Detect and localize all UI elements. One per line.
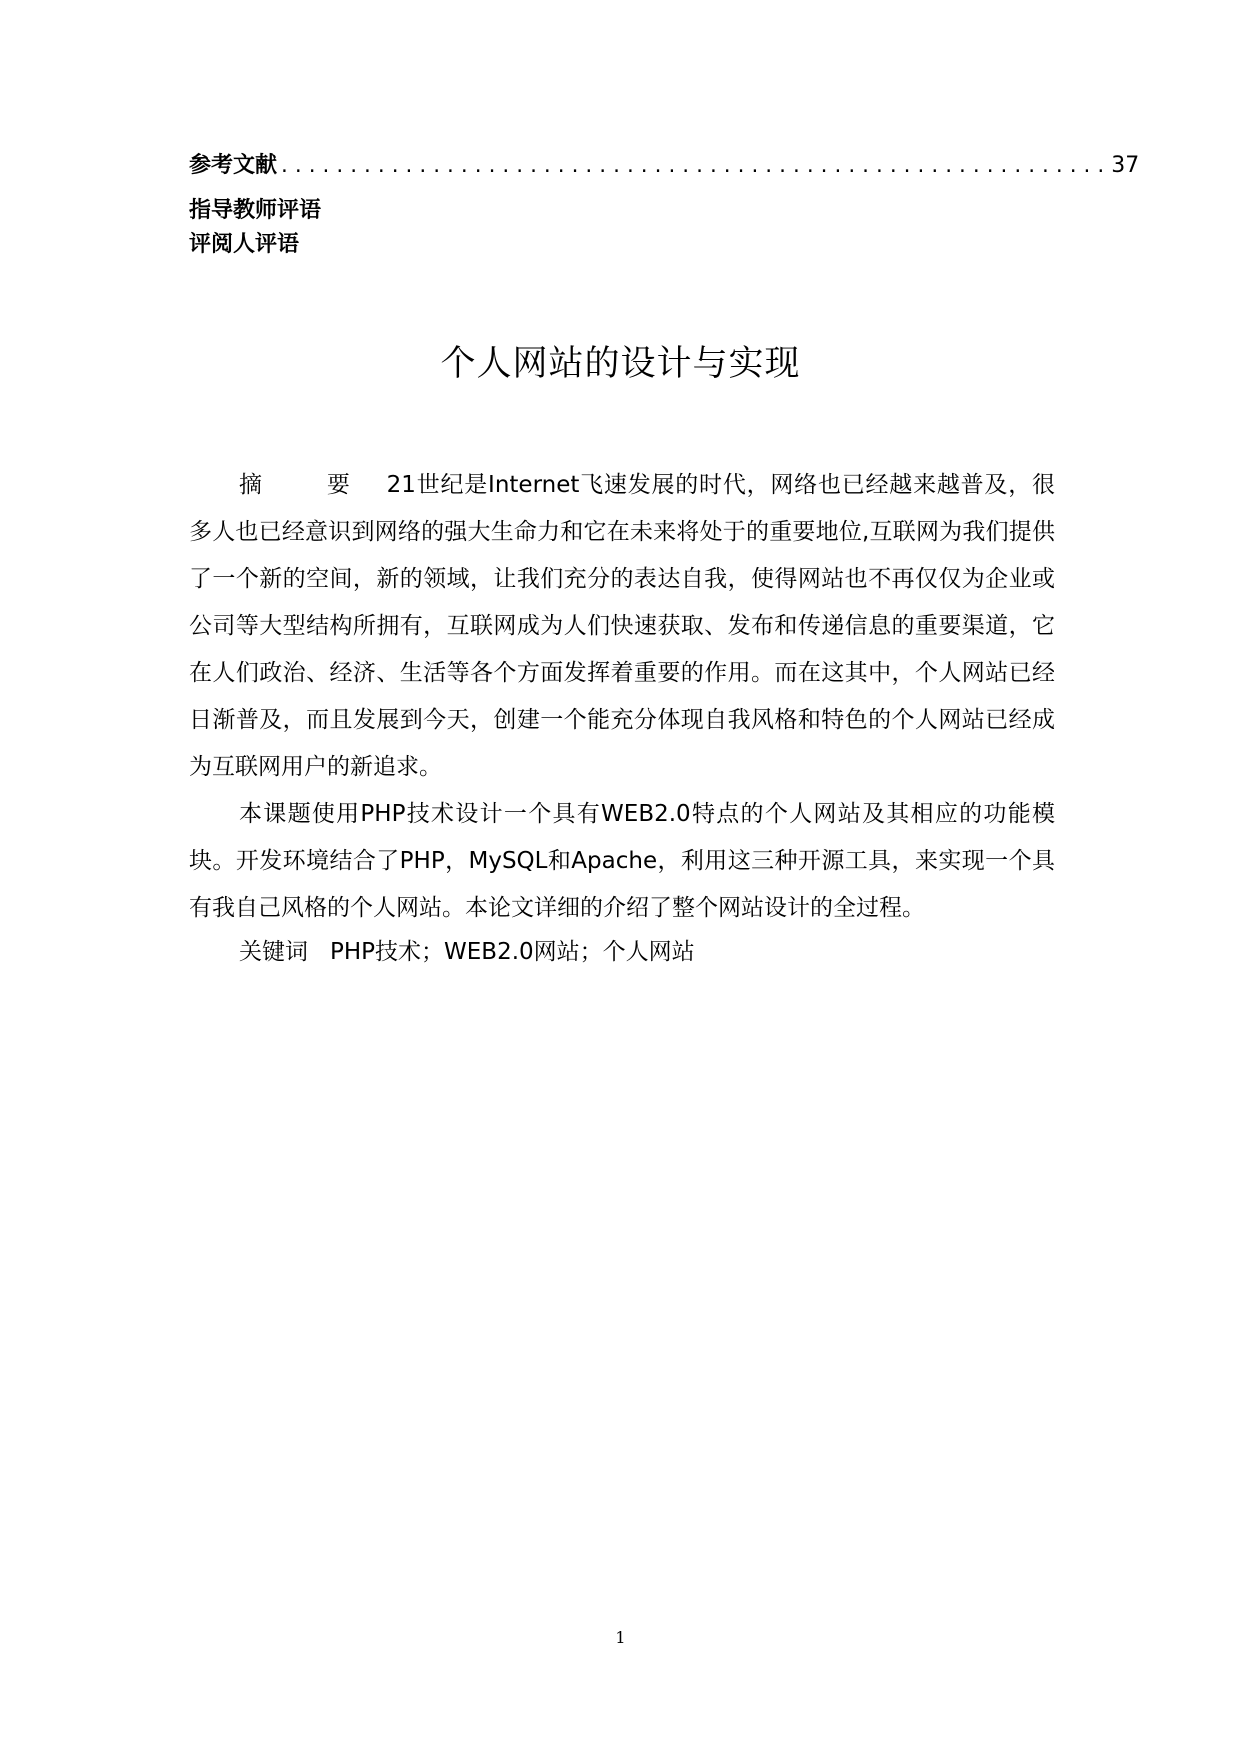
toc-entry-advisor-comments: 指导教师评语 <box>189 198 322 223</box>
abstract-paragraph-2 <box>189 791 1055 932</box>
keywords-label: 关键词 <box>239 939 308 965</box>
keywords-value: PHP技术；WEB2.0网站；个人网站 <box>330 939 695 965</box>
toc-entry-reviewer-comments: 评阅人评语 <box>189 232 300 257</box>
table-of-contents <box>189 148 1140 262</box>
toc-entry-page: 37 <box>1111 153 1140 178</box>
keywords-line <box>189 932 1055 972</box>
abstract-section <box>189 462 1055 972</box>
document-title: 个人网站的设计与实现 <box>440 344 801 384</box>
abstract-text-1: 21世纪是Internet飞速发展的时代，网络也已经越来越普及，很多人也已经意识到网络的强大生命力和它在未来将处于的重要地位,互联网为我们提供了一个新的空间，新的领域，让我们充分的表达自我，使得网站也不再仅仅为企业或公司等大型结构所拥有，互联网成为人们快速获取、发布和传递信息的重要渠道，它在人们政治、经济、生活等各个方面发挥着重要的作用。而在这其中，个人网站已经日渐普及，而且发展到今天，创建一个能充分体现自我风格和特色的个人网站已经成为互联网用户的新追求。 <box>189 472 1055 780</box>
abstract-text-2: 本课题使用PHP技术设计一个具有WEB2.0特点的个人网站及其相应的功能模块。开发环境结合了PHP，MySQL和Apache，利用这三种开源工具，来实现一个具有我自己风格的个人网站。本论文详细的介绍了整个网站设计的全过程。 <box>189 801 1055 921</box>
abstract-paragraph-1 <box>189 462 1055 791</box>
abstract-label: 摘 要 <box>239 472 379 498</box>
toc-dot-leader: ............................................................ <box>279 156 1110 177</box>
page-number: 1 <box>615 1628 626 1647</box>
toc-entry-label: 参考文献 <box>189 153 278 178</box>
toc-entry-references <box>189 148 1140 184</box>
